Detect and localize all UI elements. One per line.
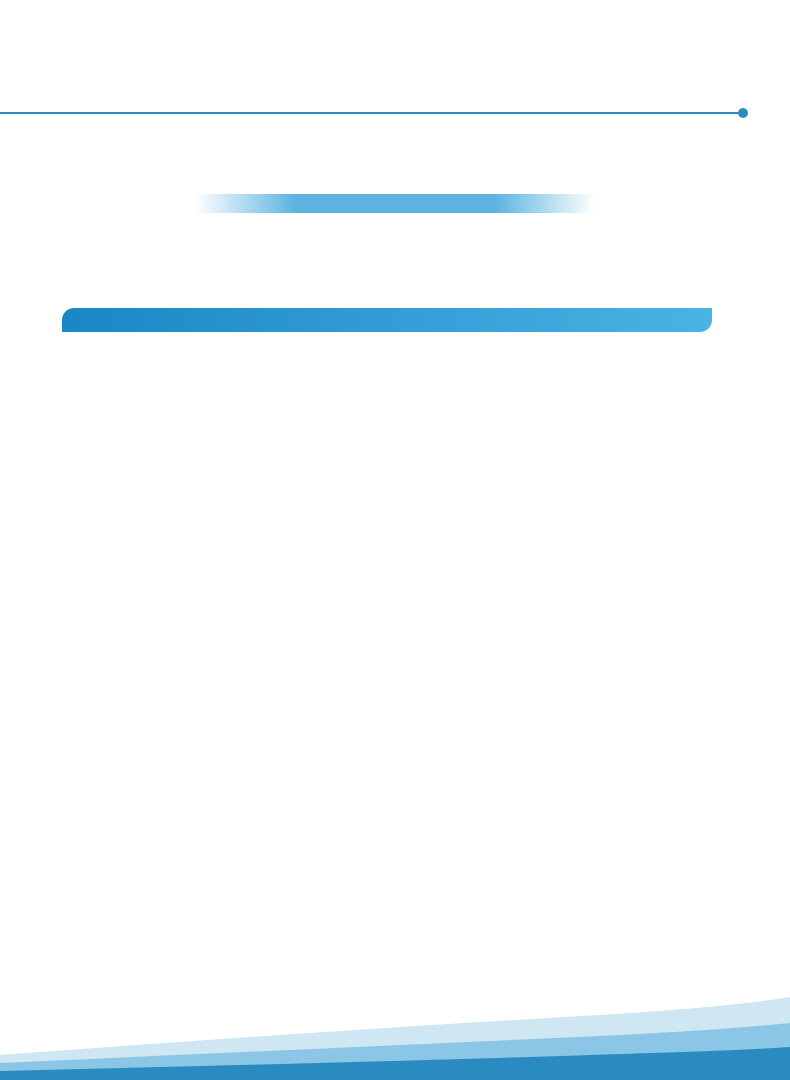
- th-unit: [598, 312, 601, 327]
- th-time: [78, 312, 81, 327]
- th-topic: [272, 312, 275, 327]
- date-band: [195, 194, 595, 213]
- footer-wave: [0, 985, 790, 1080]
- header-divider: [0, 112, 740, 114]
- th-speaker: [476, 312, 479, 327]
- header-divider-dot: [738, 108, 748, 118]
- table-header: [62, 308, 712, 332]
